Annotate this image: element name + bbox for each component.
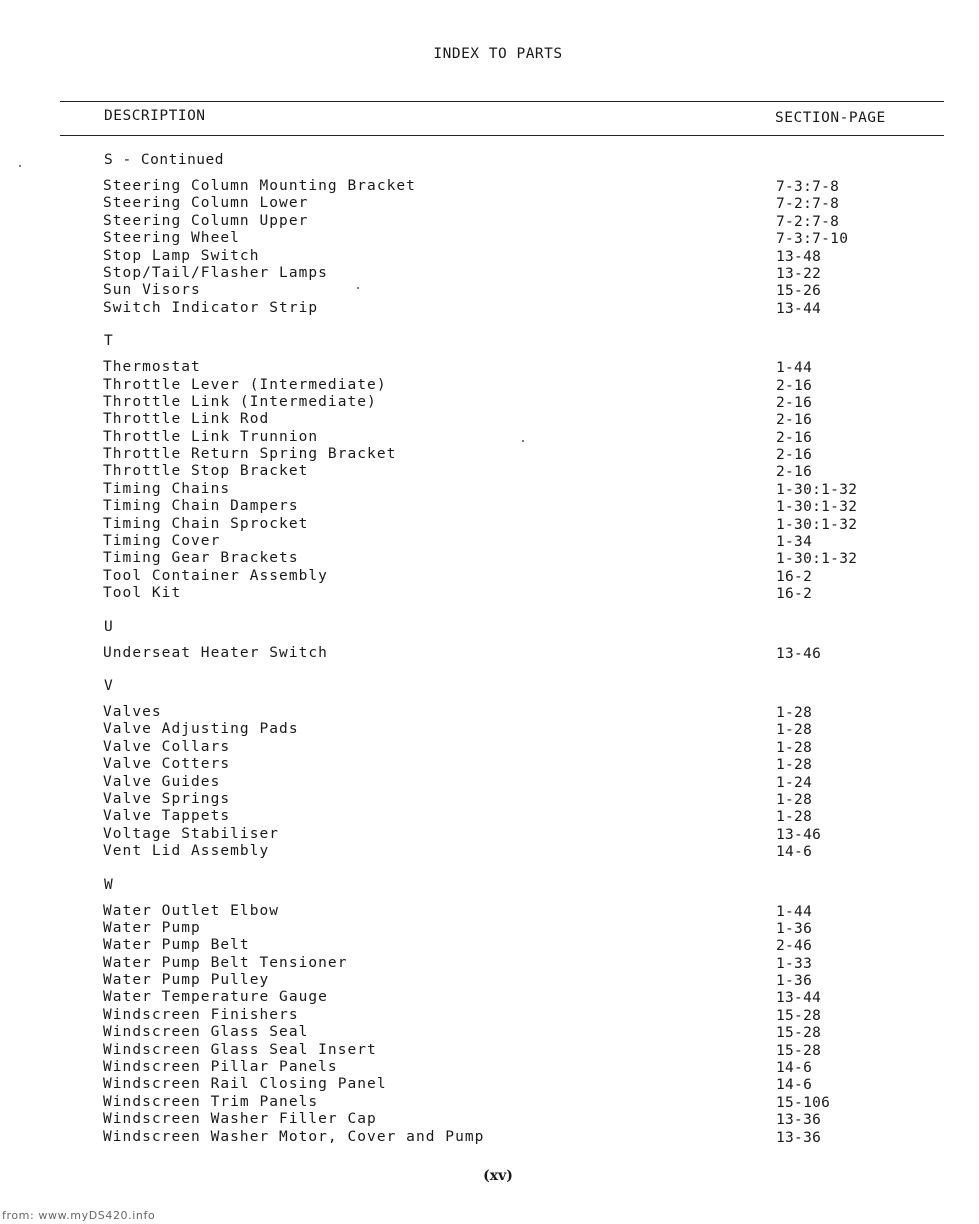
entry-description: Steering Column Lower — [103, 195, 309, 212]
entry-description: Water Pump Belt — [103, 937, 250, 954]
entry-description: Water Temperature Gauge — [103, 989, 328, 1006]
entry-section-page: 15-26 — [776, 283, 822, 300]
page-title: INDEX TO PARTS — [433, 46, 563, 62]
entry-section-page: 14-6 — [776, 1077, 813, 1094]
entry-section-page: 2-16 — [776, 394, 813, 411]
entry-description: Tool Container Assembly — [103, 567, 328, 584]
index-entry — [0, 937, 979, 954]
index-entry — [0, 516, 979, 533]
entry-description: Valves — [103, 703, 162, 720]
entry-section-page: 13-46 — [776, 826, 822, 843]
entry-section-page: 13-36 — [776, 1112, 822, 1129]
entry-description: Windscreen Rail Closing Panel — [103, 1076, 387, 1093]
entry-section-page: 15-28 — [776, 1007, 822, 1024]
entry-description: Tool Kit — [103, 585, 182, 602]
entry-description: Steering Wheel — [103, 230, 240, 247]
index-entry — [0, 359, 979, 376]
entry-description: Windscreen Finishers — [103, 1006, 299, 1023]
entry-description: Water Outlet Elbow — [103, 902, 280, 919]
index-entry — [0, 721, 979, 738]
index-entry — [0, 972, 979, 989]
entry-section-page: 2-16 — [776, 377, 813, 394]
index-entry — [0, 446, 979, 463]
index-entry — [0, 704, 979, 721]
entry-section-page: 13-22 — [776, 265, 822, 282]
index-entry — [0, 248, 979, 265]
entry-description: Throttle Link (Intermediate) — [103, 393, 377, 410]
entry-section-page: 16-2 — [776, 568, 813, 585]
parts-index-list — [0, 152, 979, 1146]
entry-section-page: 15-28 — [776, 1042, 822, 1059]
entry-description: Thermostat — [103, 359, 201, 376]
scan-speck — [522, 440, 524, 442]
index-section — [0, 877, 979, 1146]
entry-section-page: 1-33 — [776, 955, 813, 972]
index-entry — [0, 463, 979, 480]
index-entry — [0, 1111, 979, 1128]
entry-section-page: 1-28 — [776, 809, 813, 826]
entry-description: Water Pump — [103, 919, 201, 936]
entry-section-page: 2-16 — [776, 429, 813, 446]
entry-description: Steering Column Upper — [103, 212, 309, 229]
index-entry — [0, 1129, 979, 1146]
index-entry — [0, 756, 979, 773]
index-entry — [0, 394, 979, 411]
entry-section-page: 2-16 — [776, 412, 813, 429]
index-entry — [0, 533, 979, 550]
index-entry — [0, 213, 979, 230]
index-entry — [0, 920, 979, 937]
entry-section-page: 1-28 — [776, 791, 813, 808]
index-entry — [0, 178, 979, 195]
index-entry — [0, 1042, 979, 1059]
index-entry — [0, 300, 979, 317]
section-letter: T — [104, 333, 114, 350]
index-entry — [0, 826, 979, 843]
entry-description: Timing Chain Sprocket — [103, 515, 309, 532]
entry-section-page: 13-36 — [776, 1129, 822, 1146]
column-header-section-page: SECTION-PAGE — [775, 110, 886, 126]
index-entry — [0, 481, 979, 498]
entry-section-page: 15-106 — [776, 1094, 831, 1111]
index-entry — [0, 429, 979, 446]
index-entry — [0, 1007, 979, 1024]
source-watermark: from: www.myDS420.info — [2, 1209, 156, 1222]
entry-description: Stop/Tail/Flasher Lamps — [103, 264, 328, 281]
entry-section-page: 1-44 — [776, 360, 813, 377]
entry-section-page: 13-44 — [776, 990, 822, 1007]
entry-section-page: 1-30:1-32 — [776, 499, 858, 516]
index-entry — [0, 645, 979, 662]
entry-description: Stop Lamp Switch — [103, 247, 260, 264]
index-entry — [0, 843, 979, 860]
index-entry — [0, 230, 979, 247]
entry-description: Vent Lid Assembly — [103, 843, 270, 860]
index-entry — [0, 808, 979, 825]
index-section — [0, 333, 979, 602]
entry-section-page: 1-30:1-32 — [776, 516, 858, 533]
index-entry — [0, 195, 979, 212]
entry-description: Throttle Return Spring Bracket — [103, 446, 397, 463]
entry-section-page: 2-46 — [776, 938, 813, 955]
index-section — [0, 152, 979, 317]
index-entry — [0, 1024, 979, 1041]
entry-description: Windscreen Glass Seal — [103, 1024, 309, 1041]
entry-section-page: 7-3:7-10 — [776, 231, 849, 248]
entry-description: Windscreen Washer Motor, Cover and Pump — [103, 1128, 485, 1145]
entry-description: Valve Cotters — [103, 756, 231, 773]
entry-description: Valve Collars — [103, 738, 231, 755]
index-entry — [0, 498, 979, 515]
index-entry — [0, 1059, 979, 1076]
entry-description: Timing Chains — [103, 480, 231, 497]
index-entry — [0, 903, 979, 920]
index-entry — [0, 774, 979, 791]
index-entry — [0, 585, 979, 602]
entry-section-page: 13-44 — [776, 300, 822, 317]
entry-description: Throttle Link Trunnion — [103, 428, 319, 445]
entry-section-page: 2-16 — [776, 464, 813, 481]
index-entry — [0, 265, 979, 282]
entry-section-page: 1-44 — [776, 903, 813, 920]
entry-section-page: 7-3:7-8 — [776, 179, 840, 195]
header-top-rule — [60, 101, 944, 102]
index-entry — [0, 282, 979, 299]
entry-section-page: 1-28 — [776, 739, 813, 756]
page-number: (xv) — [483, 1168, 513, 1184]
index-entry — [0, 791, 979, 808]
entry-description: Underseat Heater Switch — [103, 644, 328, 661]
entry-section-page: 14-6 — [776, 1060, 813, 1077]
entry-section-page: 13-46 — [776, 645, 822, 662]
entry-description: Valve Guides — [103, 773, 221, 790]
section-letter: S - Continued — [104, 152, 224, 168]
entry-section-page: 7-2:7-8 — [776, 213, 840, 230]
entry-section-page: 7-2:7-8 — [776, 196, 840, 213]
entry-description: Valve Adjusting Pads — [103, 721, 299, 738]
scan-speck — [357, 287, 359, 289]
scan-speck — [19, 165, 21, 167]
entry-description: Sun Visors — [103, 282, 201, 299]
index-entry — [0, 989, 979, 1006]
entry-section-page: 15-28 — [776, 1025, 822, 1042]
entry-description: Throttle Stop Bracket — [103, 463, 309, 480]
entry-section-page: 1-28 — [776, 704, 813, 721]
entry-description: Throttle Lever (Intermediate) — [103, 376, 387, 393]
header-bottom-rule — [60, 135, 944, 136]
entry-section-page: 2-16 — [776, 447, 813, 464]
entry-section-page: 1-28 — [776, 757, 813, 774]
index-entry — [0, 568, 979, 585]
entry-description: Valve Springs — [103, 790, 231, 807]
entry-description: Windscreen Washer Filler Cap — [103, 1111, 377, 1128]
entry-section-page: 1-30:1-32 — [776, 481, 858, 498]
index-entry — [0, 1076, 979, 1093]
entry-description: Throttle Link Rod — [103, 411, 270, 428]
entry-section-page: 1-24 — [776, 774, 813, 791]
entry-section-page: 1-28 — [776, 722, 813, 739]
entry-section-page: 1-34 — [776, 534, 813, 551]
entry-description: Windscreen Pillar Panels — [103, 1059, 338, 1076]
index-entry — [0, 411, 979, 428]
index-section — [0, 619, 979, 662]
section-letter: W — [104, 876, 114, 893]
entry-description: Water Pump Belt Tensioner — [103, 954, 348, 971]
index-entry — [0, 550, 979, 567]
entry-section-page: 16-2 — [776, 586, 813, 603]
index-section — [0, 678, 979, 861]
entry-section-page: 1-36 — [776, 973, 813, 990]
entry-section-page: 1-36 — [776, 920, 813, 937]
entry-description: Water Pump Pulley — [103, 972, 270, 989]
entry-description: Timing Chain Dampers — [103, 498, 299, 515]
entry-description: Steering Column Mounting Bracket — [103, 178, 416, 194]
entry-description: Windscreen Trim Panels — [103, 1093, 319, 1110]
entry-section-page: 14-6 — [776, 844, 813, 861]
index-entry — [0, 955, 979, 972]
index-entry — [0, 1094, 979, 1111]
section-letter: U — [104, 618, 114, 635]
entry-description: Windscreen Glass Seal Insert — [103, 1041, 377, 1058]
entry-description: Timing Gear Brackets — [103, 550, 299, 567]
entry-description: Valve Tappets — [103, 808, 231, 825]
entry-section-page: 1-30:1-32 — [776, 551, 858, 568]
section-letter: V — [104, 677, 114, 694]
index-entry — [0, 377, 979, 394]
entry-description: Timing Cover — [103, 533, 221, 550]
entry-section-page: 13-48 — [776, 248, 822, 265]
index-entry — [0, 739, 979, 756]
entry-description: Voltage Stabiliser — [103, 825, 280, 842]
entry-description: Switch Indicator Strip — [103, 299, 319, 316]
column-header-description: DESCRIPTION — [104, 108, 206, 124]
